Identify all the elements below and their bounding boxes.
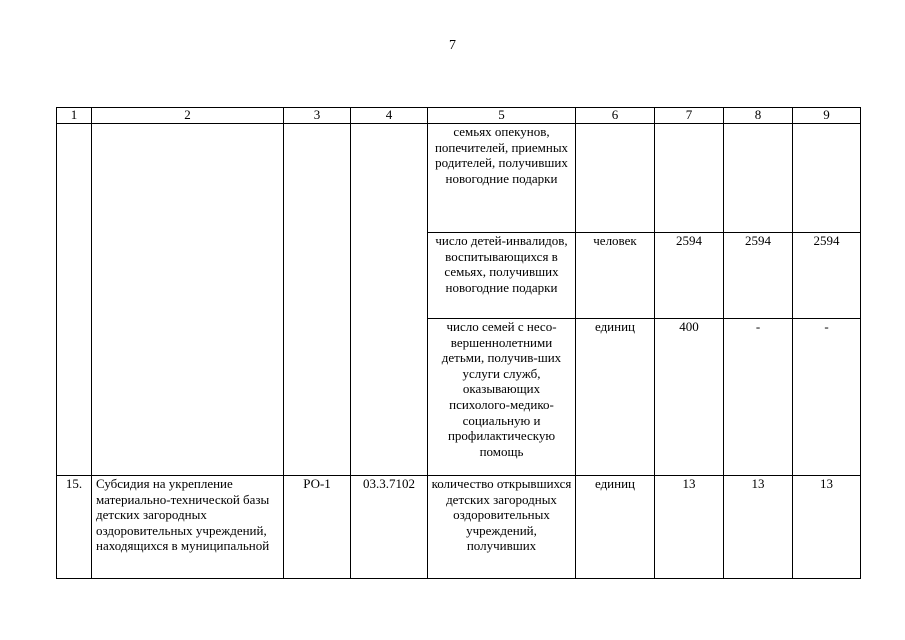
table-row — [57, 124, 861, 233]
value-cell — [793, 124, 861, 233]
header-cell: 1 — [57, 108, 92, 124]
value-cell: 2594 — [724, 233, 793, 319]
header-cell: 3 — [284, 108, 351, 124]
indicator-cell: число детей-инвалидов, воспитывающихся в семьях, получивших новогодние подарки — [428, 233, 576, 319]
unit-cell: единиц — [576, 476, 655, 579]
measure-name-cell — [92, 124, 284, 476]
header-cell: 2 — [92, 108, 284, 124]
unit-cell: человек — [576, 233, 655, 319]
indicator-cell: семьях опекунов, попечителей, приемных родителей, получивших новогодние подарки — [428, 124, 576, 233]
document-table — [56, 107, 861, 579]
header-cell: 6 — [576, 108, 655, 124]
classifier-cell — [351, 124, 428, 476]
value-cell — [655, 124, 724, 233]
page-number: 7 — [449, 38, 456, 53]
unit-cell — [576, 124, 655, 233]
measure-name-cell: Субсидия на укрепление материально-технической базы детских загородных оздоровительных учреждений, находящихся в муниципальной — [92, 476, 284, 579]
value-cell: - — [793, 319, 861, 476]
value-cell: 13 — [724, 476, 793, 579]
value-cell: 13 — [793, 476, 861, 579]
classifier-cell: 03.3.7102 — [351, 476, 428, 579]
header-cell: 4 — [351, 108, 428, 124]
header-cell: 9 — [793, 108, 861, 124]
unit-cell: единиц — [576, 319, 655, 476]
table-row — [57, 476, 861, 579]
header-cell: 7 — [655, 108, 724, 124]
value-cell: 2594 — [655, 233, 724, 319]
value-cell: 13 — [655, 476, 724, 579]
value-cell: 400 — [655, 319, 724, 476]
row-number-cell — [57, 124, 92, 476]
code-cell — [284, 124, 351, 476]
indicator-cell: число семей с несо-вершеннолетними детьми, получив-ших услуги служб, оказывающих психолого-медико-социальную и профилактическую помощь — [428, 319, 576, 476]
code-cell: РО-1 — [284, 476, 351, 579]
table-header-row — [57, 108, 861, 124]
value-cell: - — [724, 319, 793, 476]
header-cell: 5 — [428, 108, 576, 124]
value-cell: 2594 — [793, 233, 861, 319]
value-cell — [724, 124, 793, 233]
header-cell: 8 — [724, 108, 793, 124]
indicator-cell: количество открывшихся детских загородных оздоровительных учреждений, получивших — [428, 476, 576, 579]
row-number-cell: 15. — [57, 476, 92, 579]
